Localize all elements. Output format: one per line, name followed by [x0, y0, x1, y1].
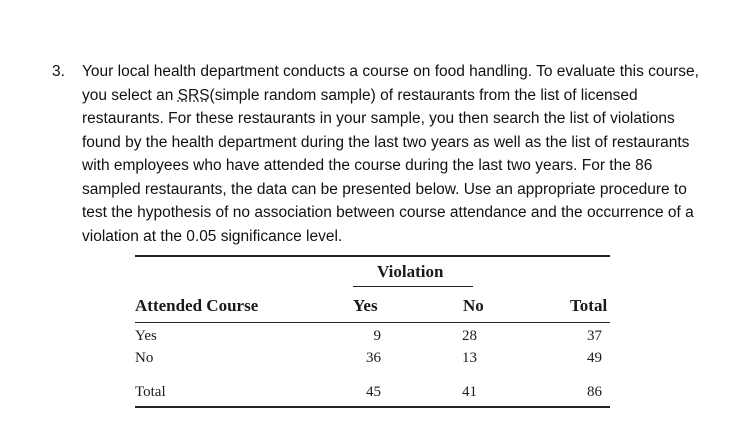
cell-total-no: 41: [462, 384, 477, 400]
row-label-no: No: [135, 350, 154, 366]
violation-group-header: Violation: [377, 262, 444, 281]
table-top-rule: [135, 255, 610, 257]
column-header-total: Total: [570, 296, 608, 315]
cell-yes-no: 28: [462, 328, 477, 344]
table-bottom-rule: [135, 406, 610, 408]
cell-total-yes: 45: [366, 384, 381, 400]
cell-yes-yes: 9: [373, 328, 381, 344]
column-header-yes: Yes: [353, 296, 378, 315]
column-header-no: No: [463, 296, 484, 315]
row-label-yes: Yes: [135, 328, 157, 344]
table-header-rule: [135, 322, 610, 323]
question-text: [82, 60, 712, 248]
question-text-start: Your local health department conducts a course on food handling. To evaluate this course, you select an: [82, 63, 699, 104]
contingency-table: [135, 255, 610, 415]
cell-no-yes: 36: [366, 350, 381, 366]
srs-abbreviation: SRS: [177, 86, 210, 104]
question-number: 3.: [52, 63, 65, 80]
question-block: [52, 60, 712, 248]
attended-course-header: Attended Course: [135, 296, 259, 315]
cell-no-no: 13: [462, 350, 477, 366]
row-label-total: Total: [135, 384, 166, 400]
cell-yes-total: 37: [587, 328, 602, 344]
cell-total-total: 86: [587, 384, 602, 400]
cell-no-total: 49: [587, 350, 602, 366]
question-text-rest: (simple random sample) of restaurants from the list of licensed restaurants. For these restaurants in your sample, you then search the list of violations found by the health department during the last two years as well as the list of restaurants with employees who have attended the course during the last two years. For the 86 sampled restaurants, the data can be presented below. Use an appropriate procedure to test the hypothesis of no association between course attendance and the occurrence of a violation at the 0.05 significance level.: [82, 86, 694, 245]
violation-header-rule: [353, 286, 473, 287]
